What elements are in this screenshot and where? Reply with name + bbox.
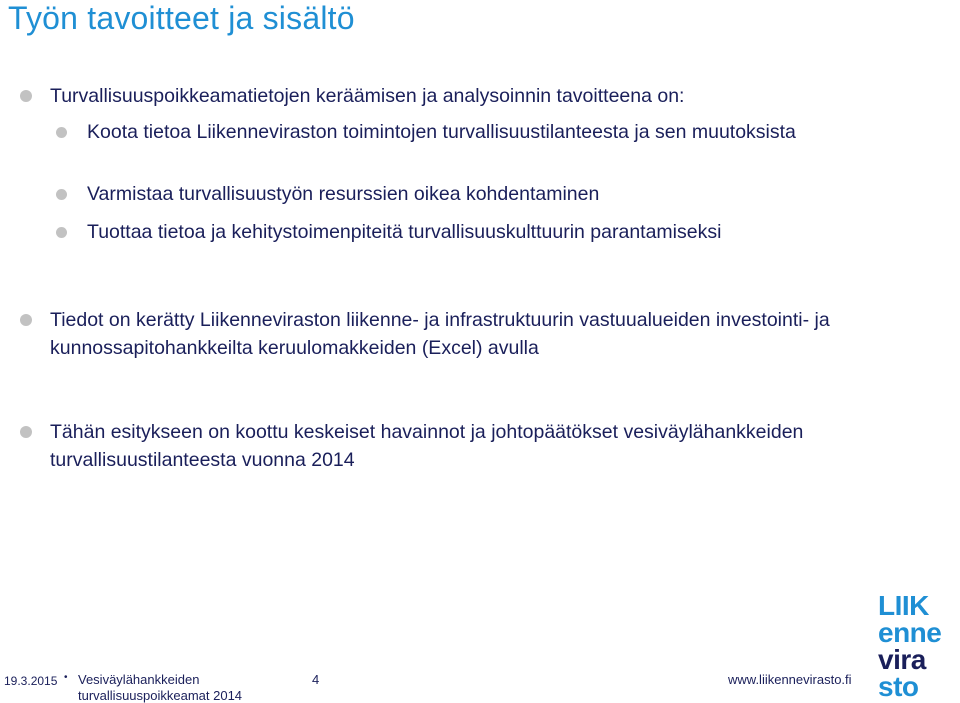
logo-line: enne <box>878 617 942 648</box>
slide-title: Työn tavoitteet ja sisältö <box>8 0 355 36</box>
footer-date: 19.3.2015 <box>4 674 58 688</box>
bullet-text: Tähän esitykseen on koottu keskeiset havainnot ja johtopäätökset vesiväylähankkeiden turvallisuustilanteesta vuonna 2014 <box>50 421 804 471</box>
footer-project-line2: turvallisuuspoikkeamat 2014 <box>78 688 243 703</box>
sub-bullet-text: Tuottaa tietoa ja kehitystoimenpiteitä turvallisuuskulttuurin parantamiseksi <box>87 221 722 243</box>
liikennevirasto-logo <box>878 590 958 702</box>
bullet-item <box>20 418 910 474</box>
footer-separator: • <box>64 672 68 683</box>
sub-bullet-text: Koota tietoa Liikenneviraston toimintojen turvallisuustilanteesta ja sen muutoksista <box>87 121 796 143</box>
bullet-item <box>20 306 910 362</box>
bullet-text: Tiedot on kerätty Liikenneviraston liikenne- ja infrastruktuurin vastuualueiden investointi- ja kunnossapitohankkeilta keruulomakkeiden (Excel) avulla <box>50 309 830 359</box>
footer-project-line1: Vesiväylähankkeiden <box>78 672 200 687</box>
logo-line: sto <box>878 671 919 702</box>
bullet-icon <box>56 227 67 238</box>
sub-bullet-item <box>56 180 907 208</box>
bullet-icon <box>20 426 32 438</box>
bullet-icon <box>20 314 32 326</box>
page-number: 4 <box>312 672 320 687</box>
sub-bullet-item <box>56 118 827 146</box>
bullet-icon <box>56 127 67 138</box>
sub-bullet-text: Varmistaa turvallisuustyön resurssien oikea kohdentaminen <box>87 183 600 205</box>
logo-line: vira <box>878 644 926 675</box>
bullet-text: Turvallisuuspoikkeamatietojen keräämisen ja analysoinnin tavoitteena on: <box>50 85 685 107</box>
sub-bullet-item <box>56 218 947 246</box>
bullet-icon <box>20 90 32 102</box>
bullet-item <box>20 82 910 110</box>
bullet-icon <box>56 189 67 200</box>
footer-website[interactable]: www.liikennevirasto.fi <box>728 672 852 687</box>
logo-line: LIIK <box>878 590 929 621</box>
